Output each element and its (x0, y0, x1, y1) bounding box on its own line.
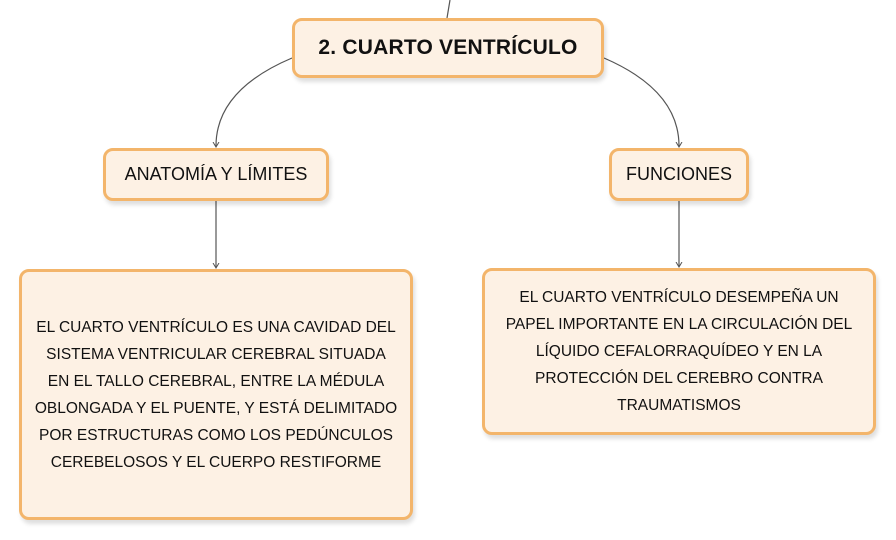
incoming-connector (447, 0, 450, 18)
connector-title-to-anatomia (216, 58, 292, 146)
detail-node-anatomia[interactable] (19, 269, 413, 520)
detail-text-funciones: EL CUARTO VENTRÍCULO DESEMPEÑA UN PAPEL IMPORTANTE EN LA CIRCULACIÓN DEL LÍQUIDO CEFALORRAQUÍDEO Y EN LA PROTECCIÓN DEL CEREBRO CONTRA TRAUMATISMOS (505, 289, 853, 414)
branch-node-funciones[interactable] (609, 148, 749, 201)
connector-title-to-funciones (604, 58, 679, 146)
detail-node-funciones[interactable] (482, 268, 876, 435)
central-topic-label: 2. CUARTO VENTRÍCULO (318, 36, 578, 59)
branch-label-anatomia: ANATOMÍA Y LÍMITES (124, 164, 308, 184)
central-topic-node[interactable] (292, 18, 604, 78)
detail-text-anatomia: EL CUARTO VENTRÍCULO ES UNA CAVIDAD DEL SISTEMA VENTRICULAR CEREBRAL SITUADA EN EL TALLO CEREBRAL, ENTRE LA MÉDULA OBLONGADA Y EL PUENTE, Y ESTÁ DELIMITADO POR ESTRUCTURAS COMO LOS PEDÚNCULOS CEREBELOSOS Y EL CUERPO RESTIFORME (34, 318, 398, 471)
branch-label-funciones: FUNCIONES (625, 164, 732, 184)
branch-node-anatomia[interactable] (103, 148, 329, 201)
